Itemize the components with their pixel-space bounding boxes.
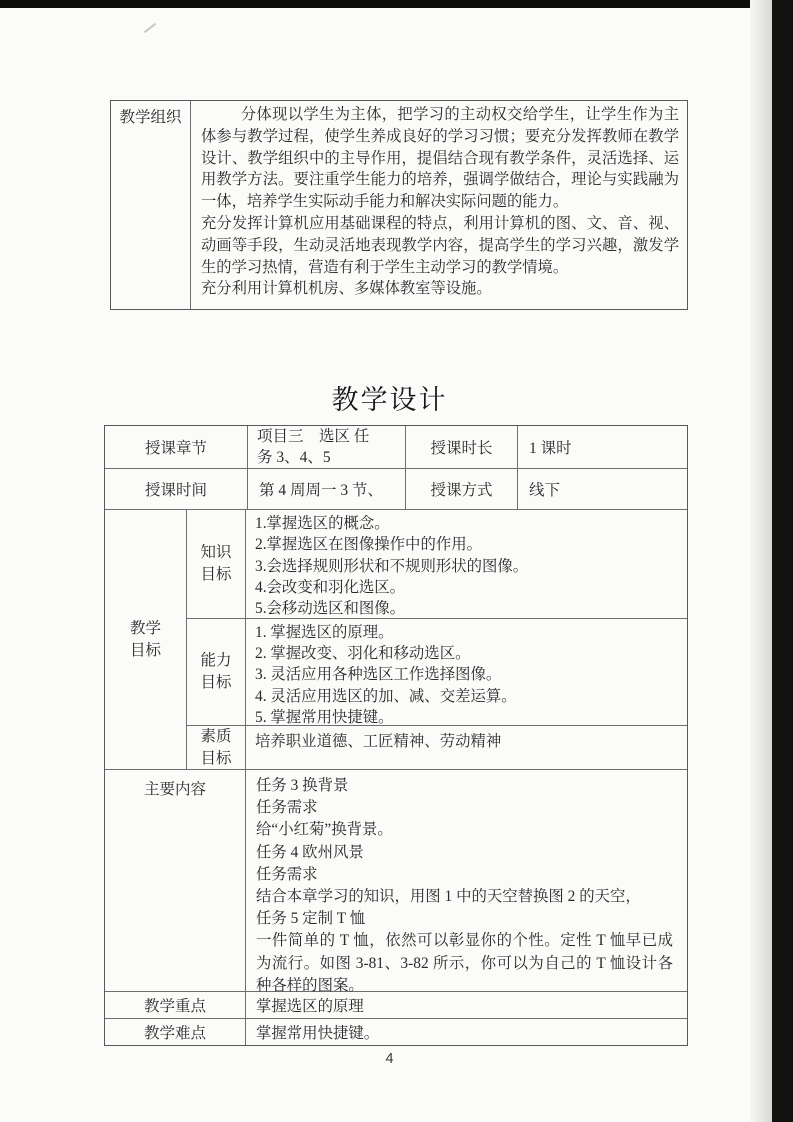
lesson-chapter-label: 授课章节 bbox=[105, 426, 248, 468]
ability-goals-row bbox=[187, 618, 687, 725]
difficulty-content: 掌握常用快捷键。 bbox=[256, 1025, 380, 1042]
goal-item: 2. 掌握改变、羽化和移动选区。 bbox=[255, 645, 471, 663]
teaching-organization-content bbox=[191, 101, 687, 309]
goal-item: 5. 掌握常用快捷键。 bbox=[255, 708, 394, 726]
table-row bbox=[105, 991, 687, 1018]
goal-item: 3. 灵活应用各种选区工作选择图像。 bbox=[255, 666, 502, 684]
goal-item: 4. 灵活应用选区的加、减、交差运算。 bbox=[255, 687, 517, 705]
teaching-organization-label: 教学组织 bbox=[111, 101, 191, 309]
goal-item: 5.会移动选区和图像。 bbox=[255, 600, 406, 618]
lesson-chapter-line: 项目三 选区 任 bbox=[257, 428, 370, 445]
lesson-chapter-value bbox=[248, 426, 406, 468]
key-point-label: 教学重点 bbox=[105, 992, 246, 1018]
table-row bbox=[105, 468, 687, 509]
lesson-mode-value: 线下 bbox=[529, 482, 561, 499]
table-row bbox=[105, 1018, 687, 1045]
goal-item: 4.会改变和羽化选区。 bbox=[255, 578, 406, 596]
teaching-goals-label-text: 教学目标 bbox=[129, 619, 161, 659]
teaching-organization-table bbox=[110, 100, 688, 310]
knowledge-goals-items bbox=[246, 510, 687, 618]
quality-goals-content: 培养职业道德、工匠精神、劳动精神 bbox=[255, 733, 502, 750]
teaching-goals-label bbox=[105, 510, 187, 769]
goal-item: 1. 掌握选区的原理。 bbox=[255, 624, 394, 641]
quality-goals-label bbox=[187, 726, 246, 770]
lesson-time-value: 第 4 周周一 3 节、 bbox=[248, 469, 406, 509]
lesson-chapter-line: 务 3、4、5 bbox=[257, 449, 331, 466]
main-content-line: 给“小红菊”换背景。 bbox=[256, 821, 393, 839]
org-paragraph: 充分发挥计算机应用基础课程的特点，利用计算机的图、文、音、视、动画等手段，生动灵活地表现教学内容，提高学生的学习兴趣，激发学生的学习热情，营造有利于学生主动学习的教学情境。 bbox=[201, 214, 679, 276]
quality-goals-row bbox=[187, 725, 687, 770]
difficulty-label: 教学难点 bbox=[105, 1019, 246, 1045]
knowledge-goals-label bbox=[187, 510, 246, 618]
key-point-content: 掌握选区的原理 bbox=[256, 998, 364, 1015]
main-content-line: 任务 5 定制 T 恤 bbox=[256, 910, 366, 928]
goal-item: 2.掌握选区在图像操作中的作用。 bbox=[255, 536, 483, 554]
main-content-line: 任务需求 bbox=[256, 865, 318, 883]
ability-goals-label-text: 能力目标 bbox=[200, 652, 232, 691]
teaching-design-table bbox=[104, 425, 688, 1046]
scan-edge-right bbox=[772, 0, 793, 1122]
main-content-line: 任务需求 bbox=[256, 799, 318, 817]
knowledge-goals-label-text: 知识目标 bbox=[200, 544, 232, 583]
quality-goals-label-text: 素质目标 bbox=[200, 728, 232, 767]
page-number: 4 bbox=[385, 1051, 394, 1067]
knowledge-goals-row bbox=[187, 510, 687, 618]
table-row bbox=[105, 426, 687, 468]
main-content-label: 主要内容 bbox=[105, 770, 246, 991]
main-content-body bbox=[246, 770, 687, 994]
scan-edge-top bbox=[0, 0, 793, 8]
table-row bbox=[105, 509, 687, 769]
main-content-line: 任务 4 欧州风景 bbox=[256, 843, 364, 861]
ability-goals-label bbox=[187, 619, 246, 725]
teaching-goals-body bbox=[187, 510, 687, 769]
ability-goals-items bbox=[246, 619, 687, 725]
main-content-line: 一件简单的 T 恤，依然可以彰显你的个性。定性 T 恤早已成为流行。如图 3-81、3-82 所示，你可以为自己的 T 恤设计各种各样的图案。 bbox=[256, 932, 673, 994]
goal-item: 1.掌握选区的概念。 bbox=[255, 515, 390, 532]
table-row bbox=[105, 769, 687, 994]
scan-artifact bbox=[144, 23, 156, 33]
lesson-mode-label: 授课方式 bbox=[406, 469, 518, 509]
main-content-line: 结合本章学习的知识，用图 1 中的天空替换图 2 的天空， bbox=[256, 888, 641, 906]
lesson-duration-value: 1 课时 bbox=[529, 440, 572, 457]
lesson-duration-label: 授课时长 bbox=[406, 426, 518, 468]
section-title: 教学设计 bbox=[331, 385, 448, 415]
page-edge-shadow bbox=[750, 0, 772, 1122]
goal-item: 3.会选择规则形状和不规则形状的图像。 bbox=[255, 557, 529, 575]
org-paragraph: 充分利用计算机机房、多媒体教室等设施。 bbox=[201, 280, 492, 298]
main-content-line: 任务 3 换背景 bbox=[256, 777, 349, 794]
org-paragraph: 分体现以学生为主体，把学习的主动权交给学生，让学生作为主体参与教学过程，使学生养成良好的学习习惯；要充分发挥教师在教学设计、教学组织中的主导作用，提倡结合现有教学条件，灵活选择、运用教学方法。要注重学生能力的培养，强调学做结合，理论与实践融为一体，培养学生实际动手能力和解决实际问题的能力。 bbox=[201, 106, 679, 211]
lesson-time-label: 授课时间 bbox=[105, 469, 248, 509]
